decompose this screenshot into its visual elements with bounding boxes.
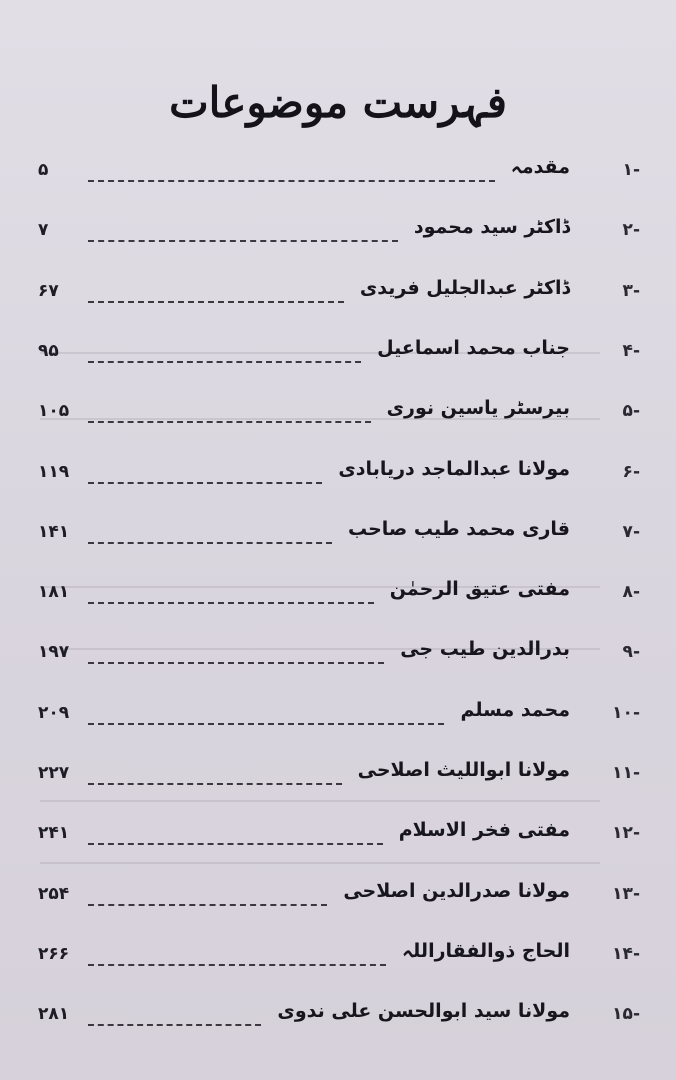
toc-entry[interactable] — [38, 458, 640, 498]
entry-number: -۱۰ — [612, 703, 640, 723]
entry-number: -۷ — [622, 522, 640, 542]
entry-number: -۱ — [622, 160, 640, 180]
page-title: فہرست موضوعات — [169, 78, 507, 127]
dotted-leader — [88, 180, 495, 182]
dotted-leader — [88, 1024, 261, 1026]
entry-title: مولانا سید ابوالحسن علی ندوی — [277, 1000, 570, 1022]
dotted-leader — [88, 240, 398, 242]
toc-entry[interactable] — [38, 759, 640, 799]
entry-title: ڈاکٹر عبدالجلیل فریدی — [359, 277, 570, 299]
dotted-leader — [88, 421, 371, 423]
entry-page-number: ۵ — [38, 160, 49, 180]
entry-number: -۵ — [622, 401, 640, 421]
dotted-leader — [88, 904, 327, 906]
entry-number: -۱۳ — [612, 884, 640, 904]
entry-title: مفتی عتیق الرحمٰن — [389, 578, 570, 600]
dotted-leader — [88, 662, 384, 664]
entry-page-number: ۲۴۱ — [38, 823, 70, 843]
toc-entry[interactable] — [38, 277, 640, 317]
entry-page-number: ۲۲۷ — [38, 763, 70, 783]
entry-page-number: ۱۱۹ — [38, 462, 70, 482]
toc-entry[interactable] — [38, 337, 640, 377]
entry-number: -۸ — [622, 582, 640, 602]
toc-entry[interactable] — [38, 156, 640, 196]
entry-page-number: ۲۵۴ — [38, 884, 70, 904]
entry-page-number: ۶۷ — [38, 281, 59, 301]
dotted-leader — [88, 723, 444, 725]
entry-page-number: ۹۵ — [38, 341, 59, 361]
toc-entry[interactable] — [38, 1000, 640, 1040]
entry-title: مولانا عبدالماجد دریابادی — [338, 458, 570, 480]
entry-number: -۹ — [622, 642, 640, 662]
toc-entry[interactable] — [38, 880, 640, 920]
toc-entry[interactable] — [38, 578, 640, 618]
entry-page-number: ۱۴۱ — [38, 522, 70, 542]
entry-page-number: ۲۸۱ — [38, 1004, 70, 1024]
toc-entry[interactable] — [38, 699, 640, 739]
dotted-leader — [88, 964, 386, 966]
entry-page-number: ۲۰۹ — [38, 703, 70, 723]
entry-title: مقدمہ — [510, 156, 570, 178]
entry-page-number: ۷ — [38, 220, 49, 240]
toc-entry[interactable] — [38, 397, 640, 437]
toc-entry[interactable] — [38, 819, 640, 859]
entry-number: -۳ — [622, 281, 640, 301]
entry-number: -۱۵ — [612, 1004, 640, 1024]
entry-page-number: ۱۹۷ — [38, 642, 70, 662]
dotted-leader — [88, 843, 383, 845]
entry-title: جناب محمد اسماعیل — [377, 337, 570, 359]
dotted-leader — [88, 361, 361, 363]
entry-title: الحاج ذوالفقاراللہ — [402, 940, 570, 962]
entry-number: -۶ — [622, 462, 640, 482]
dotted-leader — [88, 301, 344, 303]
toc-entry[interactable] — [38, 216, 640, 256]
entry-number: -۴ — [622, 341, 640, 361]
entry-number: -۱۴ — [612, 944, 640, 964]
dotted-leader — [88, 482, 322, 484]
entry-title: محمد مسلم — [460, 699, 570, 721]
entry-number: -۱۱ — [612, 763, 640, 783]
dotted-leader — [88, 602, 374, 604]
entry-title: قاری محمد طیب صاحب — [347, 518, 570, 540]
entry-number: -۲ — [622, 220, 640, 240]
toc-entry[interactable] — [38, 638, 640, 678]
entry-number: -۱۲ — [612, 823, 640, 843]
toc-entry[interactable] — [38, 518, 640, 558]
entry-title: مولانا صدرالدین اصلاحی — [343, 880, 570, 902]
entry-page-number: ۱۰۵ — [38, 401, 70, 421]
dotted-leader — [88, 783, 342, 785]
entry-title: بیرسٹر یاسین نوری — [386, 397, 570, 419]
entry-title: مولانا ابوالليث اصلاحی — [357, 759, 570, 781]
toc-entry[interactable] — [38, 940, 640, 980]
entry-title: بدرالدین طیب جی — [400, 638, 570, 660]
entry-title: ڈاکٹر سید محمود — [413, 216, 570, 238]
entry-page-number: ۱۸۱ — [38, 582, 70, 602]
entry-page-number: ۲۶۶ — [38, 944, 70, 964]
entry-title: مفتی فخر الاسلام — [398, 819, 570, 841]
dotted-leader — [88, 542, 332, 544]
